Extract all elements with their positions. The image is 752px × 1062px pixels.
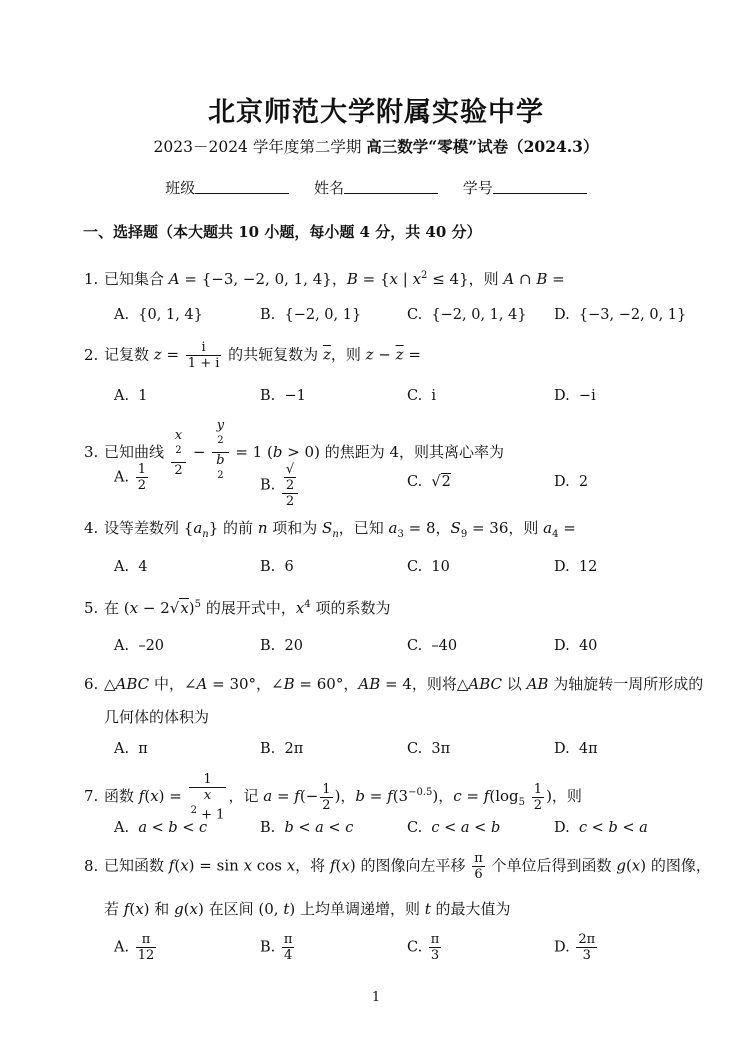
id-field bbox=[463, 177, 587, 198]
question-number: 8. bbox=[84, 856, 99, 875]
q5-option-b[interactable]: B. 20 bbox=[260, 638, 303, 654]
q7-option-a[interactable]: A. a < b < c bbox=[114, 820, 208, 836]
question-5: 5. 在 $(x - 2√x)^5$ 的展开式中，$x^4$ 项的系数为 bbox=[84, 599, 391, 617]
question-number: 5. bbox=[84, 599, 99, 617]
q6-option-d[interactable]: D. 4π bbox=[554, 741, 598, 757]
q5-stem-prefix: 在 bbox=[104, 599, 120, 617]
q4-option-a[interactable]: A. 4 bbox=[114, 559, 148, 575]
question-number: 3. bbox=[84, 442, 99, 461]
question-1: 1. 已知集合 A = {−3, −2, 0, 1, 4}，B = {x | $x^2 \le 4$}，则 A ∩ B = bbox=[84, 270, 565, 288]
q5-option-a-text: –20 bbox=[138, 638, 165, 654]
q8-option-a[interactable]: A. $\frac{\pi}{12}$ bbox=[114, 932, 155, 963]
q2-option-b[interactable]: B. −1 bbox=[260, 388, 306, 404]
q5-option-c[interactable]: C. –40 bbox=[407, 638, 458, 654]
class-field bbox=[165, 177, 289, 198]
exam-subtitle bbox=[0, 135, 752, 157]
school-title: 北京师范大学附属实验中学 bbox=[208, 97, 544, 128]
question-number: 7. bbox=[84, 787, 99, 806]
q5-option-b-text: 20 bbox=[284, 638, 303, 654]
question-number: 2. bbox=[84, 345, 99, 364]
question-8: 8. 已知函数 f(x) = sin x cos x，将 f(x) 的图像向左平移 $\frac{\pi}{6}$ 个单位后得到函数 g(x) 的图像， bbox=[84, 851, 711, 882]
q4-option-d[interactable]: D. 12 bbox=[554, 559, 598, 575]
q5-option-d[interactable]: D. 40 bbox=[554, 638, 598, 654]
term-text: 2023－2024 学年度第二学期 bbox=[153, 138, 362, 156]
question-3: 3. 已知曲线 x $^2$ 2 − y $^2$ b $^2$ = 1 (b > 0) 的焦距为 4，则其离心率为 bbox=[84, 418, 505, 482]
q4-option-b[interactable]: B. 6 bbox=[260, 559, 294, 575]
question-4: 4. 设等差数列 $\{a_n\}$ 的前 n 项和为 $S_n$，已知 $a_3 = 8$，$S_9 = 36$，则 $a_4$ = bbox=[84, 519, 576, 540]
name-field bbox=[314, 177, 438, 198]
class-label: 班级 bbox=[165, 179, 196, 197]
q3-option-a[interactable]: A. $\frac{1}{2}$ bbox=[114, 462, 146, 493]
question-number: 4. bbox=[84, 519, 99, 537]
q3-option-d[interactable]: D. 2 bbox=[554, 474, 589, 490]
q6-option-b[interactable]: B. 2π bbox=[260, 741, 304, 757]
q5-option-c-text: –40 bbox=[431, 638, 458, 654]
q6-option-a[interactable]: A. π bbox=[114, 741, 148, 757]
q1-option-c[interactable]: C. {−2, 0, 1, 4} bbox=[407, 307, 527, 323]
q5-option-a[interactable]: A. –20 bbox=[114, 638, 165, 654]
question-6-line-2: 几何体的体积为 bbox=[104, 708, 210, 726]
q8-option-c[interactable]: C. $\frac{\pi}{3}$ bbox=[407, 932, 440, 963]
q7-option-b[interactable]: B. b < a < c bbox=[260, 820, 354, 836]
q8-option-d[interactable]: D. $\frac{2\pi}{3}$ bbox=[554, 932, 596, 963]
class-blank[interactable] bbox=[195, 179, 289, 194]
q5-option-d-text: 40 bbox=[578, 638, 598, 654]
q6-option-c[interactable]: C. 3π bbox=[407, 741, 451, 757]
q7-option-c[interactable]: C. c < a < b bbox=[407, 820, 501, 836]
question-number: 6. bbox=[84, 675, 99, 693]
question-7: 7. 函数 f(x) = 1 x $^2$ + 1 ，记 a = f(− $\frac{1}{2}$ )，$b = f(3^{-0.5})$，$c = f(\log_5$ $\frac{1}{2}$ )，则 bbox=[84, 772, 582, 823]
id-label: 学号 bbox=[462, 179, 493, 197]
q2-option-a[interactable]: A. 1 bbox=[114, 388, 148, 404]
q1-option-a[interactable]: A. {0, 1, 4} bbox=[114, 307, 203, 323]
q2-option-d[interactable]: D. −i bbox=[554, 388, 596, 404]
question-2: 2. 记复数 z = $\frac{i}{1 + i}$ 的共轭复数为 $\overline{z}$，则 $z - \overline{z}$ = bbox=[84, 340, 421, 371]
q5-stem-suffix: 的展开式中， bbox=[205, 599, 296, 617]
q7-option-d[interactable]: D. c < b < a bbox=[554, 820, 648, 836]
id-blank[interactable] bbox=[493, 179, 587, 194]
question-number: 1. bbox=[84, 270, 99, 288]
q3-option-c[interactable]: C. √2 bbox=[407, 474, 451, 490]
q2-option-c[interactable]: C. i bbox=[407, 388, 437, 404]
exam-name: 高三数学“零模”试卷（2024.3） bbox=[366, 137, 599, 156]
student-info-fields bbox=[0, 177, 752, 198]
q1-option-d[interactable]: D. {−3, −2, 0, 1} bbox=[554, 307, 687, 323]
name-label: 姓名 bbox=[313, 179, 344, 197]
question-8-line-2: 若 f(x) 和 g(x) 在区间 (0, t) 上均单调递增，则 t 的最大值为 bbox=[104, 900, 511, 918]
question-6: 6. △ABC 中，∠A = 30°，∠B = 60°，AB = 4，则将△ABC 以 AB 为轴旋转一周所形成的 bbox=[84, 675, 704, 693]
q1-option-b[interactable]: B. {−2, 0, 1} bbox=[260, 307, 362, 323]
q5-stem-tail: 项的系数为 bbox=[315, 599, 391, 617]
section-heading: 一、选择题（本大题共 10 小题，每小题 4 分，共 40 分） bbox=[83, 223, 482, 241]
page-number: 1 bbox=[371, 990, 381, 1005]
q4-option-c[interactable]: C. 10 bbox=[407, 559, 450, 575]
name-blank[interactable] bbox=[344, 179, 438, 194]
q3-option-b[interactable]: B. √ 2 2 bbox=[260, 462, 300, 509]
q8-option-b[interactable]: B. $\frac{\pi}{4}$ bbox=[260, 932, 293, 963]
